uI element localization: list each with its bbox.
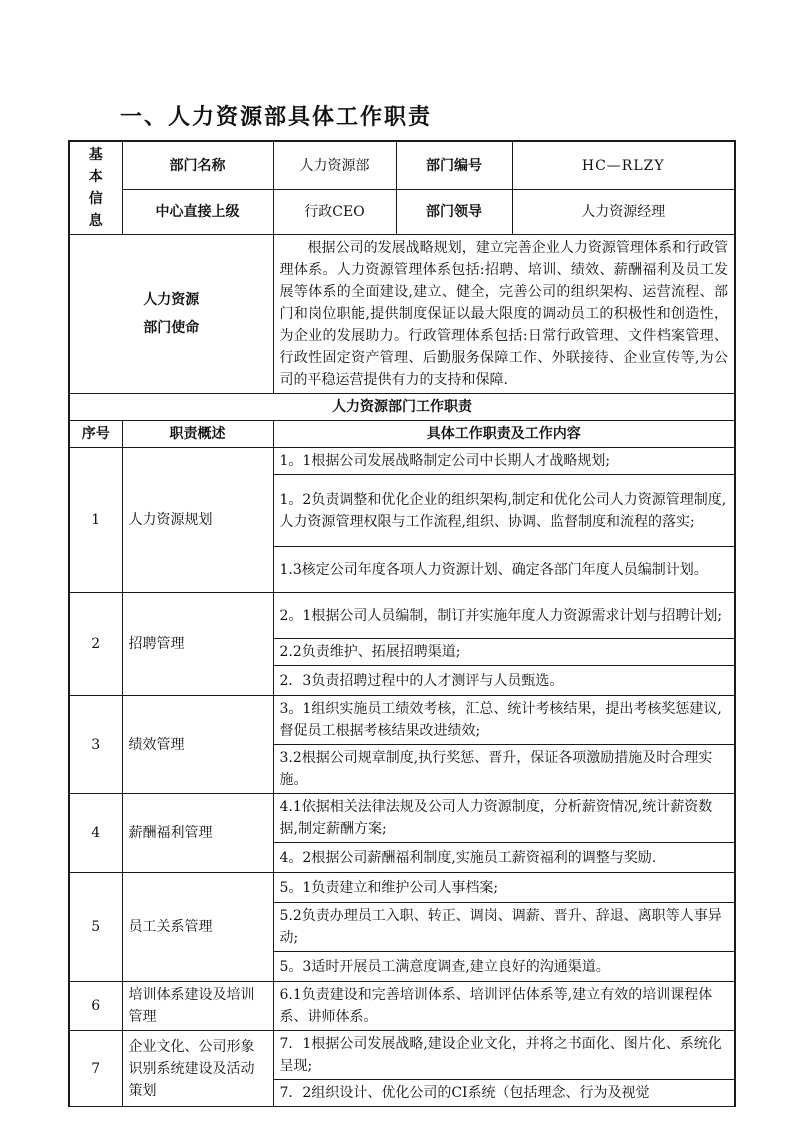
superior-label: 中心直接上级 [122, 190, 273, 235]
duty-item: 2.2负责维护、拓展招聘渠道; [273, 639, 735, 666]
duty-no: 1 [69, 448, 122, 593]
duty-item: 2．3负责招聘过程中的人才测评与人员甄选。 [273, 666, 735, 696]
col-header-no: 序号 [69, 421, 122, 448]
duty-summary: 绩效管理 [122, 696, 273, 794]
table-row [69, 696, 735, 745]
table-row [69, 1031, 735, 1080]
duty-item: 1。2负责调整和优化企业的组织架构,制定和优化公司人力资源管理制度,人力资源管理权限与工作流程,组织、协调、监督制度和流程的落实; [273, 475, 735, 547]
mission-label: 人力资源 部门使命 [69, 235, 273, 394]
dept-code-value: HC—RLZY [512, 141, 735, 190]
table-row [69, 982, 735, 1031]
duty-summary: 企业文化、公司形象识别系统建设及活动策划 [122, 1031, 273, 1107]
duty-no: 2 [69, 593, 122, 696]
leader-value: 人力资源经理 [512, 190, 735, 235]
duty-item: 5。1负责建立和维护公司人事档案; [273, 873, 735, 903]
duty-item: 5.2负责办理员工入职、转正、调岗、调薪、晋升、辞退、离职等人事异动; [273, 903, 735, 952]
duty-summary: 员工关系管理 [122, 873, 273, 982]
basic-info-label: 基 本 信 息 [69, 141, 122, 235]
duty-item: 4。2根据公司薪酬福利制度,实施员工薪资福利的调整与奖励. [273, 843, 735, 873]
duty-no: 7 [69, 1031, 122, 1107]
dept-code-label: 部门编号 [396, 141, 512, 190]
dept-name-value: 人力资源部 [273, 141, 396, 190]
table-row [69, 448, 735, 475]
duty-no: 6 [69, 982, 122, 1031]
duty-no: 3 [69, 696, 122, 794]
duty-item: 5。3适时开展员工满意度调查,建立良好的沟通渠道。 [273, 952, 735, 982]
page-heading: 一、人力资源部具体工作职责 [120, 105, 433, 130]
duty-summary: 招聘管理 [122, 593, 273, 696]
superior-value: 行政CEO [273, 190, 396, 235]
duty-item: 3.2根据公司规章制度,执行奖惩、晋升，保证各项激励措施及时合理实施。 [273, 745, 735, 794]
table-row [69, 593, 735, 639]
duty-item: 7．2组织设计、优化公司的CI系统（包括理念、行为及视觉 [273, 1080, 735, 1107]
col-header-detail: 具体工作职责及工作内容 [273, 421, 735, 448]
duty-no: 4 [69, 794, 122, 873]
table-row [69, 873, 735, 903]
duty-item: 3。1组织实施员工绩效考核，汇总、统计考核结果，提出考核奖惩建议,督促员工根据考核结果改进绩效; [273, 696, 735, 745]
duty-item: 4.1依据相关法律法规及公司人力资源制度，分析薪资情况,统计薪资数据,制定薪酬方案; [273, 794, 735, 843]
mission-text: 根据公司的发展战略规划，建立完善企业人力资源管理体系和行政管理体系。人力资源管理体系包括:招聘、培训、绩效、薪酬福利及员工发展等体系的全面建设,建立、健全，完善公司的组织架构、运营流程、部门和岗位职能,提供制度保证以最大限度的调动员工的积极性和创造性，为企业的发展助力。行政管理体系包括:日常行政管理、文件档案管理、行政性固定资产管理、后勤服务保障工作、外联接待、企业宣传等,为公司的平稳运营提供有力的支持和保障. [273, 235, 735, 394]
responsibility-table [68, 140, 736, 1107]
duty-item: 2。1根据公司人员编制，制订并实施年度人力资源需求计划与招聘计划; [273, 593, 735, 639]
duty-item: 6.1负责建设和完善培训体系、培训评估体系等,建立有效的培训课程体系、讲师体系。 [273, 982, 735, 1031]
duty-item: 1。1根据公司发展战略制定公司中长期人才战略规划; [273, 448, 735, 475]
duty-summary: 薪酬福利管理 [122, 794, 273, 873]
duty-no: 5 [69, 873, 122, 982]
duties-title: 人力资源部门工作职责 [69, 394, 735, 421]
duty-item: 7．1根据公司发展战略,建设企业文化，并将之书面化、图片化、系统化呈现; [273, 1031, 735, 1080]
duty-summary: 培训体系建设及培训管理 [122, 982, 273, 1031]
leader-label: 部门领导 [396, 190, 512, 235]
table-row [69, 794, 735, 843]
dept-name-label: 部门名称 [122, 141, 273, 190]
col-header-summary: 职责概述 [122, 421, 273, 448]
duty-summary: 人力资源规划 [122, 448, 273, 593]
duty-item: 1.3核定公司年度各项人力资源计划、确定各部门年度人员编制计划。 [273, 547, 735, 593]
